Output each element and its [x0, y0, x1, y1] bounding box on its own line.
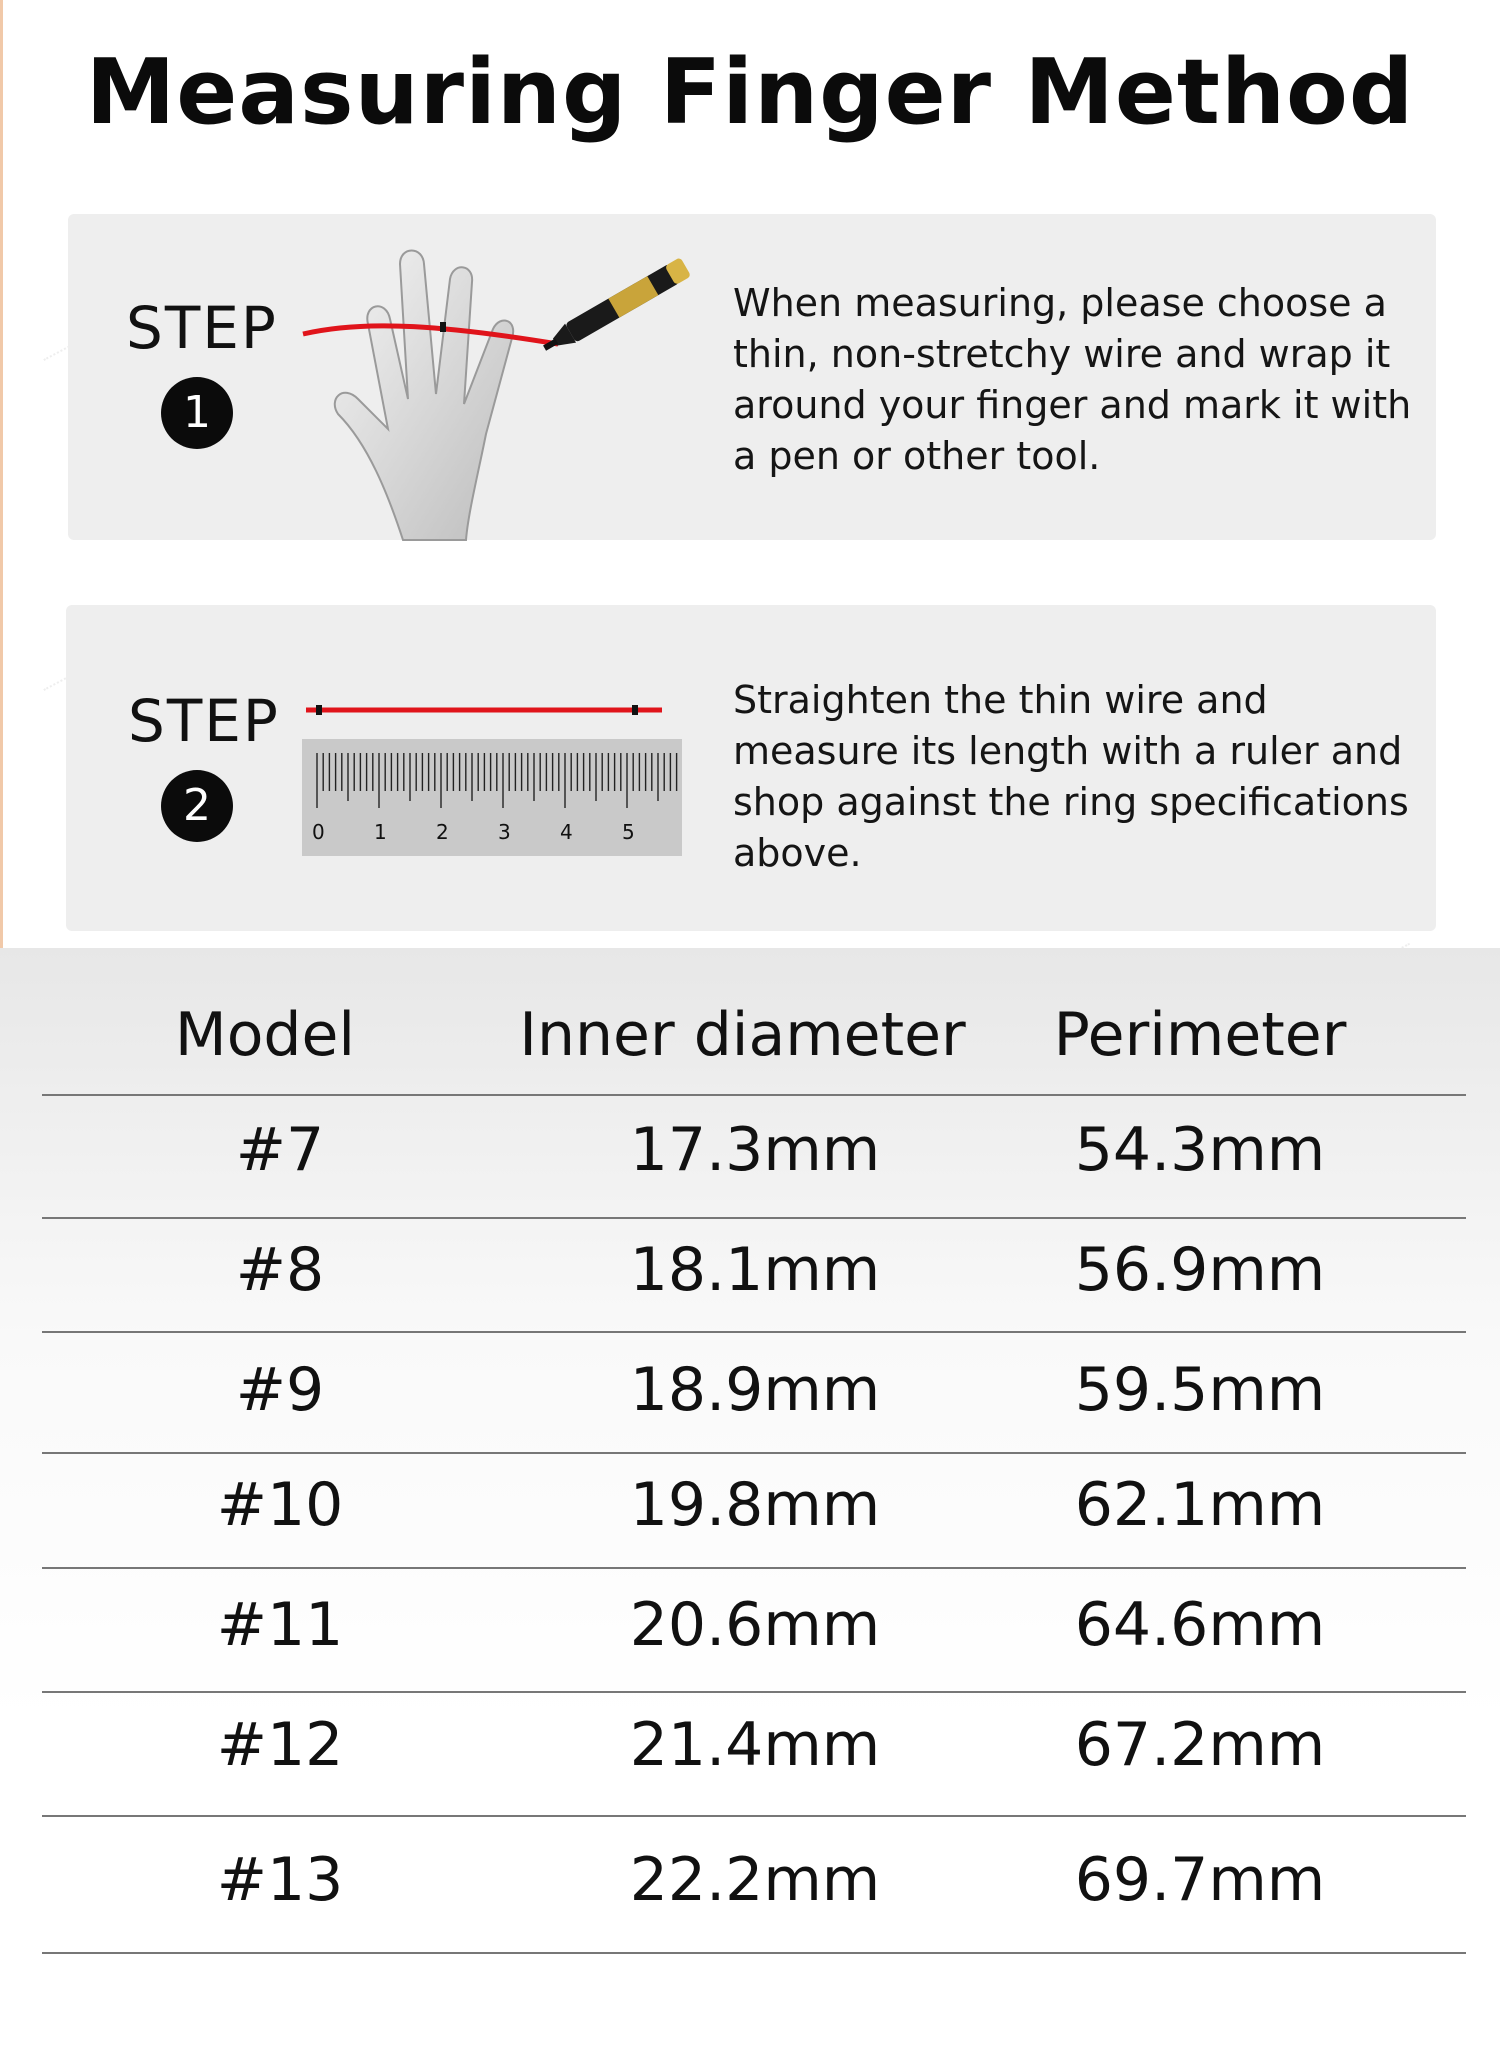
model-cell: #10 [216, 1470, 344, 1540]
model-cell: #13 [216, 1845, 344, 1915]
perimeter-cell: 67.2mm [1074, 1710, 1326, 1780]
table-divider [42, 1094, 1466, 1096]
table-divider [42, 1691, 1466, 1693]
ruler-number: 4 [560, 820, 573, 844]
ruler-number: 3 [498, 820, 511, 844]
perimeter-cell: 59.5mm [1074, 1355, 1326, 1425]
perimeter-cell: 62.1mm [1074, 1470, 1326, 1540]
perimeter-cell: 64.6mm [1074, 1590, 1326, 1660]
table-divider [42, 1452, 1466, 1454]
ruler-number: 1 [374, 820, 387, 844]
step-1-text: When measuring, please choose a thin, non-stretchy wire and wrap it around your finger and mark it with a pen or other tool. [733, 281, 1412, 478]
ruler-number: 0 [312, 820, 325, 844]
table-divider [42, 1567, 1466, 1569]
wire-line [304, 700, 664, 720]
table-divider [42, 1815, 1466, 1817]
marker-pen-icon [523, 254, 723, 354]
inner-diameter-cell: 17.3mm [629, 1115, 881, 1185]
perimeter-cell: 54.3mm [1074, 1115, 1326, 1185]
ruler-number: 5 [622, 820, 635, 844]
ruler-number: 2 [436, 820, 449, 844]
step-2-text: Straighten the thin wire and measure its length with a ruler and shop against the ring specifications above. [733, 678, 1409, 875]
step-2-label: STEP [128, 687, 280, 755]
header-inner-diameter: Inner diameter [519, 1000, 966, 1070]
table-divider [42, 1217, 1466, 1219]
table-divider [42, 1331, 1466, 1333]
inner-diameter-cell: 18.1mm [629, 1235, 881, 1305]
model-cell: #7 [235, 1115, 325, 1185]
step-2-number: 2 [161, 770, 233, 842]
header-perimeter: Perimeter [1053, 1000, 1347, 1070]
inner-diameter-cell: 21.4mm [629, 1710, 881, 1780]
inner-diameter-cell: 20.6mm [629, 1590, 881, 1660]
inner-diameter-cell: 22.2mm [629, 1845, 881, 1915]
model-cell: #11 [216, 1590, 344, 1660]
model-cell: #8 [235, 1235, 325, 1305]
step-1-panel [68, 214, 1436, 540]
perimeter-cell: 69.7mm [1074, 1845, 1326, 1915]
header-model: Model [174, 1000, 356, 1070]
inner-diameter-cell: 18.9mm [629, 1355, 881, 1425]
inner-diameter-cell: 19.8mm [629, 1470, 881, 1540]
step-1-number: 1 [161, 377, 233, 449]
ruler-icon [302, 739, 682, 856]
page-title: Measuring Finger Method [85, 40, 1415, 145]
model-cell: #12 [216, 1710, 344, 1780]
table-divider [42, 1952, 1466, 1954]
model-cell: #9 [235, 1355, 325, 1425]
step-2-panel [66, 605, 1436, 931]
perimeter-cell: 56.9mm [1074, 1235, 1326, 1305]
step-1-label: STEP [126, 294, 278, 362]
